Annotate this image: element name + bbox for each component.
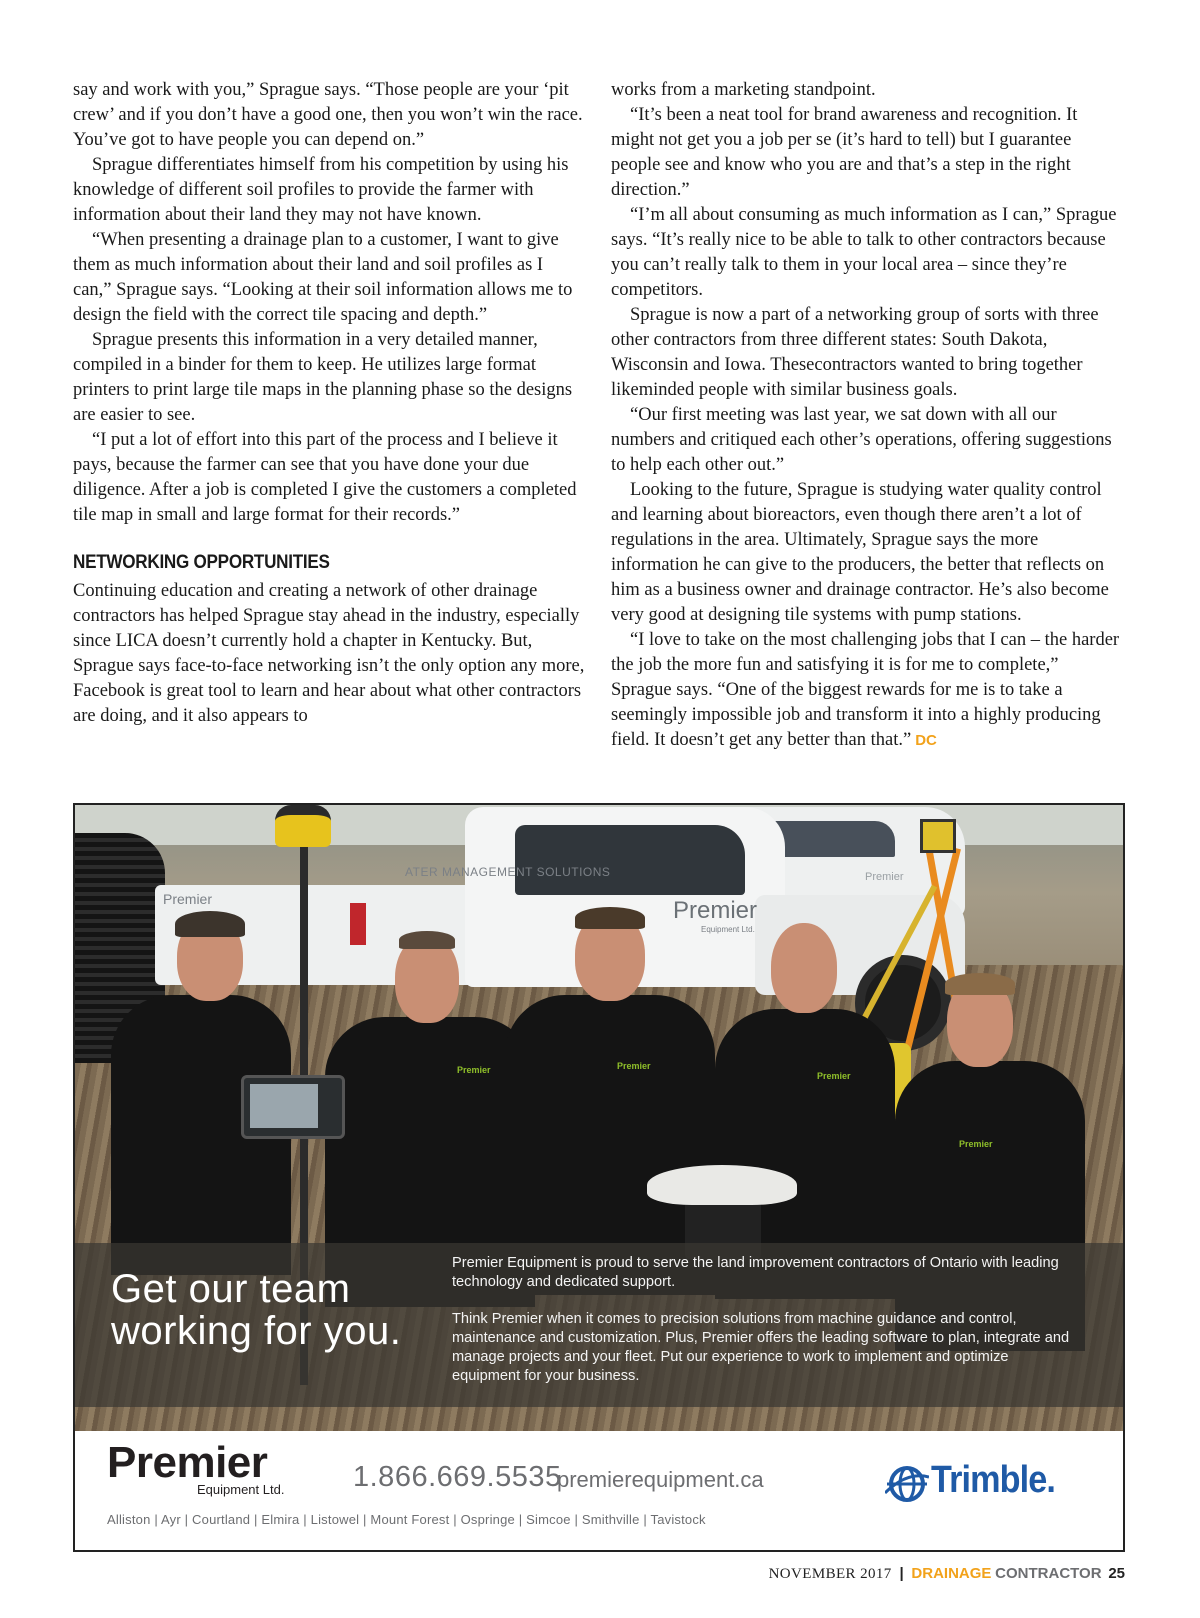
page-folio [769, 1565, 1125, 1583]
face [771, 923, 837, 1013]
phone-number: 1.866.669.5535 [353, 1461, 562, 1493]
locations-list: Alliston | Ayr | Courtland | Elmira | Listowel | Mount Forest | Ospringe | Simcoe | Smithville | Tavistock [107, 1512, 706, 1527]
ad-paragraph: Think Premier when it comes to precision solutions from machine guidance and control, maintenance and customization. Plus, Premier offers the leading software to plan, integrate and manage projects and your fleet. Put our experience to work to implement and optimize equipment for your business. [452, 1311, 1070, 1384]
shirt-logo: Premier [617, 1061, 651, 1071]
trimble-logo: Trimble. [931, 1459, 1055, 1501]
folio-separator: | [899, 1565, 904, 1582]
ad-paragraph: Premier Equipment is proud to serve the land improvement contractors of Ontario with leading technology and dedicated support. [452, 1255, 1059, 1290]
page-number: 25 [1108, 1565, 1125, 1582]
article-left-column [73, 78, 585, 729]
paragraph-last [611, 628, 1123, 753]
section-heading: NETWORKING OPPORTUNITIES [73, 552, 330, 573]
paragraph: “I put a lot of effort into this part of the process and I believe it pays, because the farmer can see that you have done your due diligence. After a job is completed I give the customers a completed tile map in small and large format for their records.” [73, 430, 577, 525]
paragraph: Continuing education and creating a network of other drainage contractors has helped Sprague stay ahead in the industry, especially since LICA doesn’t currently hold a chapter in Kentucky. But, Sprague says face-to-face networking isn’t the only option any more, Facebook is great tool to learn and hear about what other contractors are doing, and it also appears to [73, 581, 585, 726]
gps-receiver [275, 805, 331, 847]
issue-date: NOVEMBER 2017 [768, 1566, 892, 1582]
hair [175, 911, 245, 937]
premier-logo-subtitle: Equipment Ltd. [197, 1482, 285, 1497]
ad-headline-line: working for you. [111, 1309, 402, 1353]
truck-side-text: ATER MANAGEMENT SOLUTIONS [405, 865, 611, 879]
magazine-name-part1: DRAINAGE [911, 1565, 992, 1582]
paragraph: say and work with you,” Sprague says. “Those people are your ‘pit crew’ and if you don’t have a good one, then you won’t win the race. You’ve got to have people you can depend on.” [73, 80, 583, 150]
hair [945, 973, 1015, 995]
shirt-logo: Premier [959, 1139, 993, 1149]
paragraph: “When presenting a drainage plan to a customer, I want to give them as much information about their land and soil profiles as I can,” Sprague says. “Looking at their soil information allows me to design the field with the correct tile spacing and depth.” [73, 230, 573, 325]
truck-taillight [350, 903, 366, 945]
paragraph: Sprague presents this information in a very detailed manner, compiled in a binder for them to keep. He utilizes large format printers to print large tile maps in the planning phase so the designs are easier to see. [73, 330, 573, 425]
truck-door-logo: Premier [673, 897, 758, 924]
paragraph: Sprague differentiates himself from his competition by using his knowledge of different soil profiles to provide the farmer with information about their land they may not have known. [73, 155, 569, 225]
hair [399, 931, 455, 949]
ad-footer [75, 1431, 1123, 1552]
laser-level [920, 819, 956, 853]
trimble-globe-icon [885, 1459, 929, 1509]
ad-body-copy [452, 1254, 1072, 1404]
paragraph: “Our first meeting was last year, we sat down with all our numbers and critiqued each other’s operations, offering suggestions to help each other out.” [611, 405, 1112, 475]
premier-advertisement [73, 803, 1125, 1552]
gnss-antenna [647, 1165, 797, 1205]
field-tablet [241, 1075, 345, 1139]
article-right-column [611, 78, 1123, 753]
end-mark: DC [915, 732, 937, 749]
tablet-screen [250, 1084, 318, 1128]
suv-logo: Premier [865, 871, 904, 883]
truck-door-sub: Equipment Ltd. [701, 925, 755, 934]
ad-headline-line: Get our team [111, 1267, 351, 1311]
shirt-logo: Premier [457, 1065, 491, 1075]
hair [575, 907, 645, 929]
website-link[interactable]: premierequipment.ca [557, 1467, 764, 1492]
paragraph: works from a marketing standpoint. [611, 80, 876, 100]
paragraph: Looking to the future, Sprague is studying water quality control and learning about bioreactors, even though there aren’t a lot of regulations in the area. Ultimately, Sprague says the more information he can give to the producers, the better that reflects on him as a business owner and drainage contractor. He’s also become very good at designing tile systems with pump stations. [611, 480, 1109, 625]
paragraph: “I’m all about consuming as much information as I can,” Sprague says. “It’s really nice to be able to talk to other contractors because you can’t really talk to them in your local area – since they’re competitors. [611, 205, 1117, 300]
paragraph: Sprague is now a part of a networking group of sorts with three other contractors from three different states: South Dakota, Wisconsin and Iowa. Thesecontractors wanted to bring together likeminded people with similar business goals. [611, 305, 1099, 400]
truck-bed-logo: Premier [163, 891, 213, 907]
truck-window [515, 825, 745, 895]
shirt-logo: Premier [817, 1071, 851, 1081]
paragraph-text: “I love to take on the most challenging jobs that I can – the harder the job the more fun and satisfying it is for me to complete,” Sprague says. “One of the biggest rewards for me is to take a seemingly impossible job and transform it into a highly producing field. It doesn’t get any better than that.” [611, 630, 1120, 750]
magazine-name-part2: CONTRACTOR [995, 1565, 1102, 1582]
ad-headline [111, 1268, 451, 1352]
premier-logo: Premier [107, 1438, 268, 1487]
paragraph: “It’s been a neat tool for brand awareness and recognition. It might not get you a job per se (it’s hard to tell) but I guarantee people see and know who you are and that’s a step in the right direction.” [611, 105, 1078, 200]
